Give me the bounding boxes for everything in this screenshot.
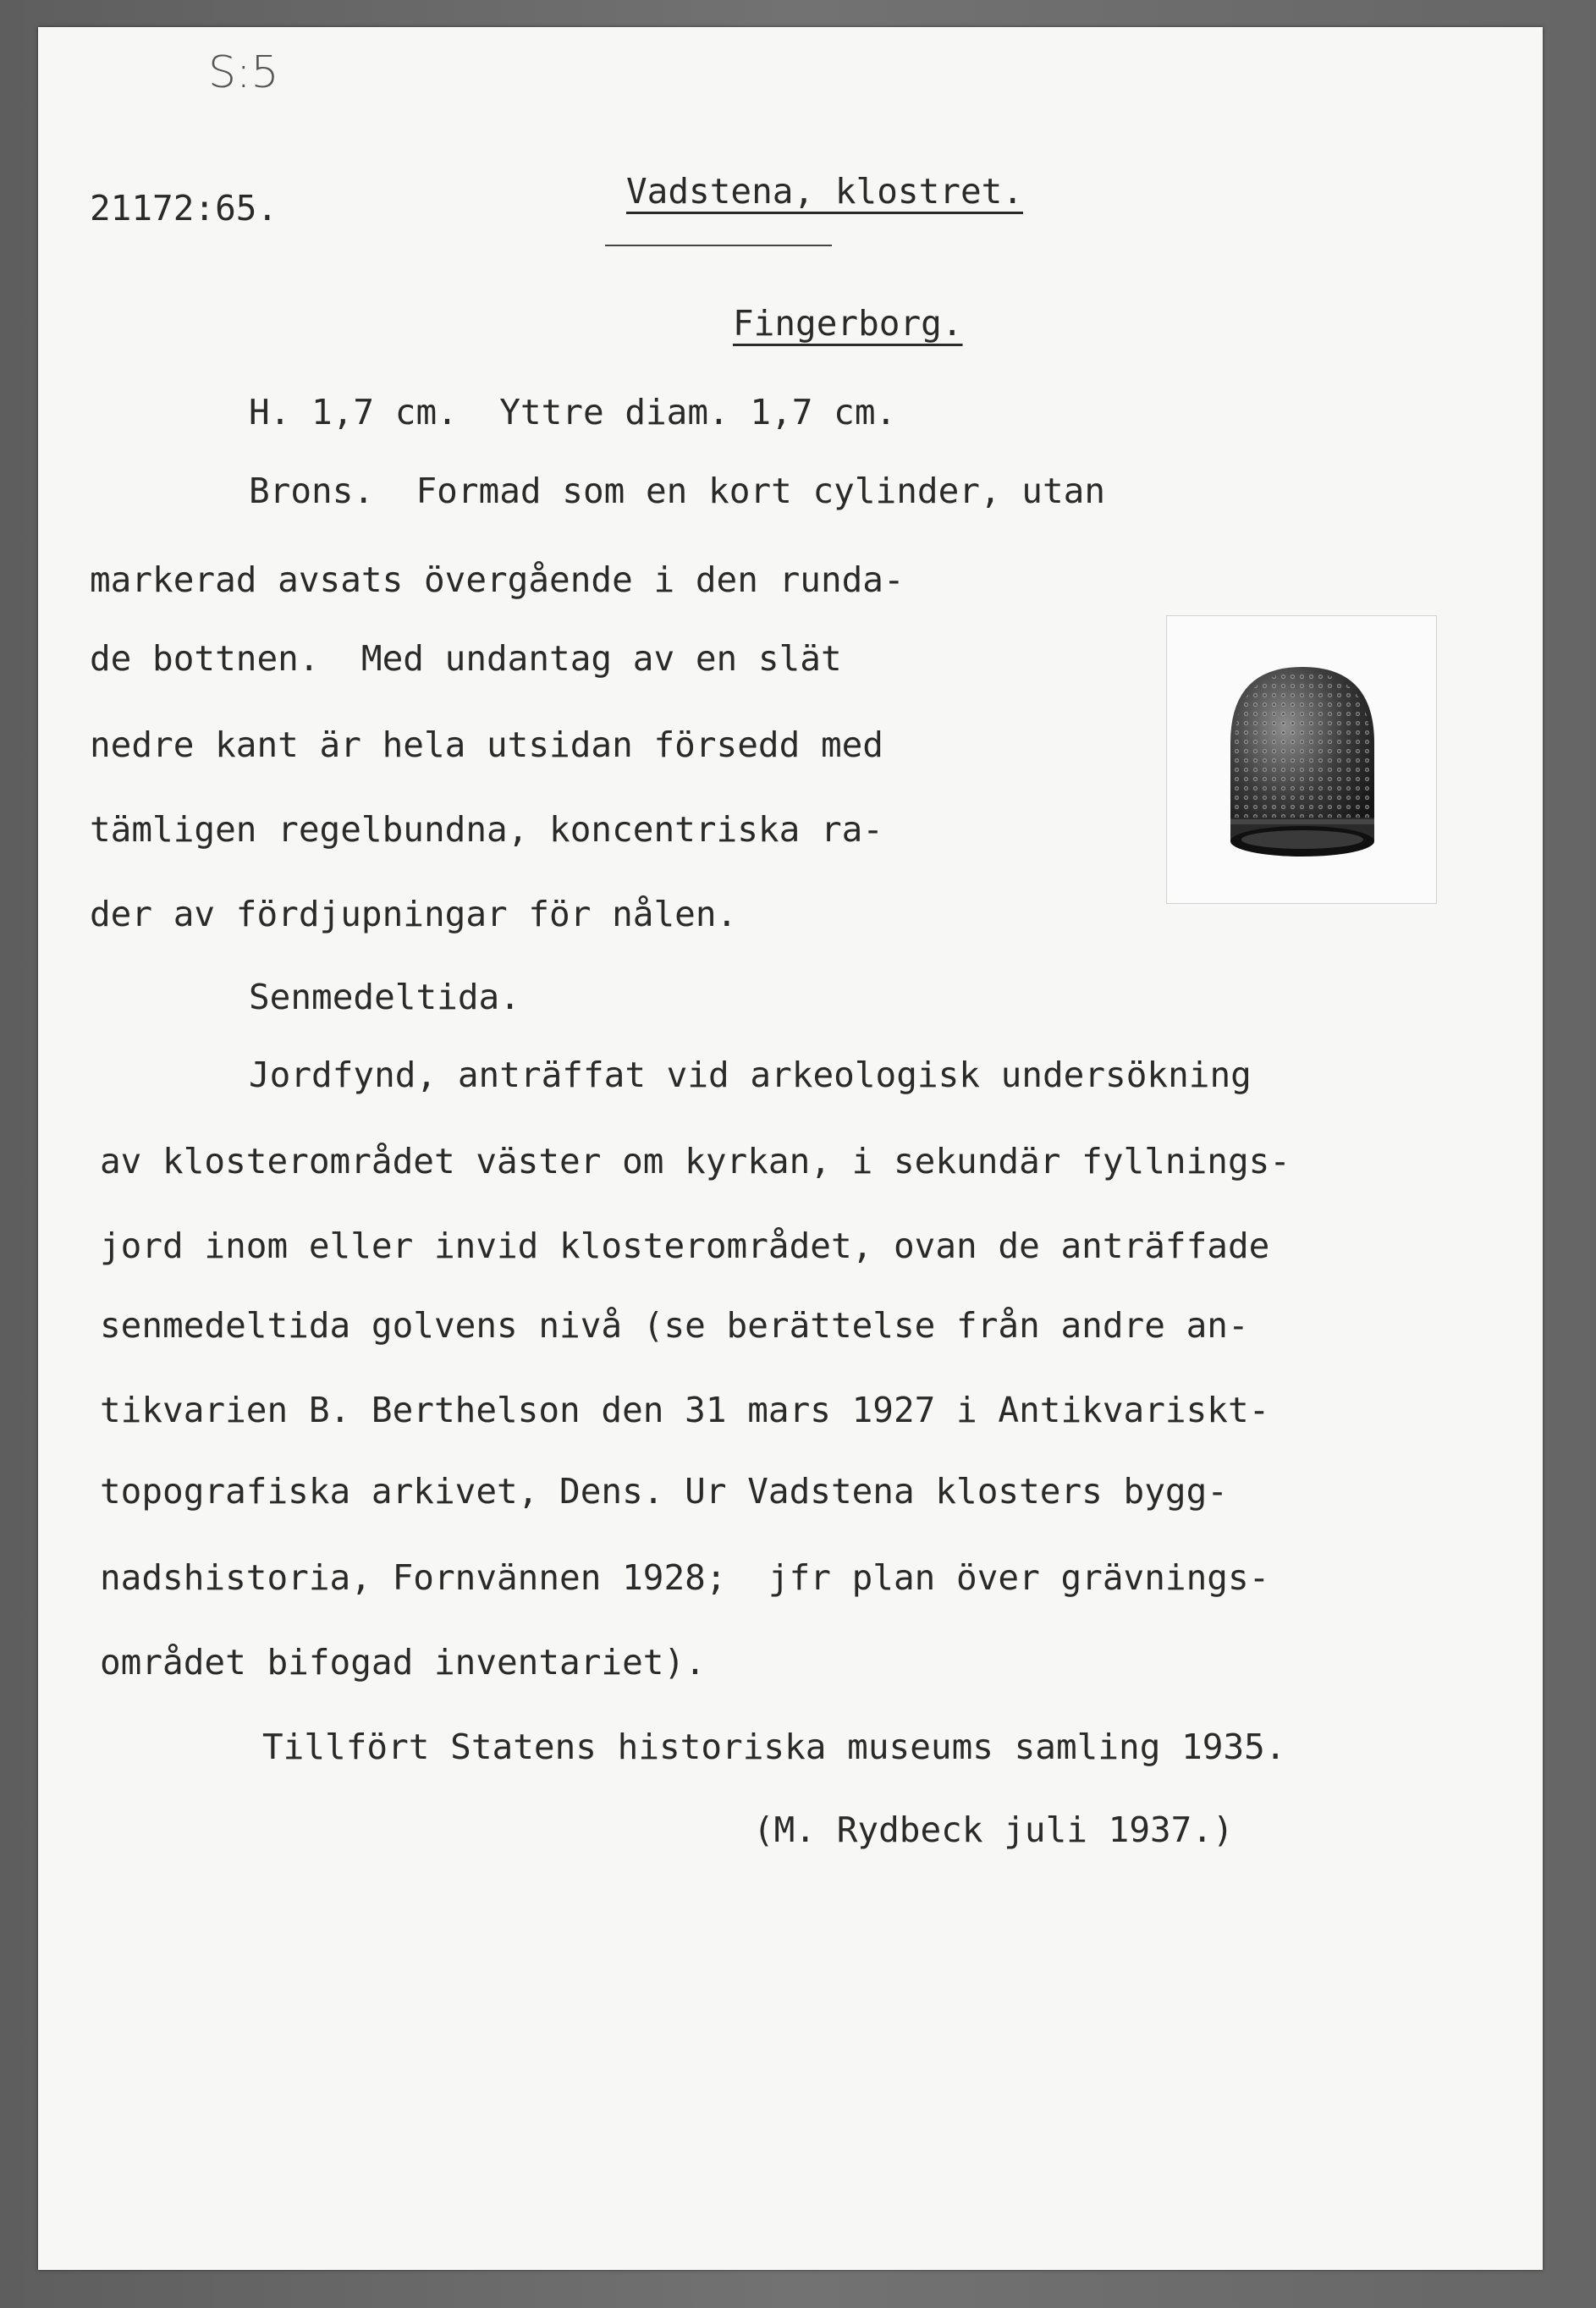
card-line: topografiska arkivet, Dens. Ur Vadstena klosters bygg- (100, 1471, 1228, 1512)
card-line: Jordfynd, anträffat vid arkeologisk undersökning (249, 1055, 1252, 1095)
inventory-number: 21172:65. (90, 188, 278, 229)
card-line: de bottnen. Med undantag av en slät (90, 638, 842, 679)
card-line: Brons. Formad som en kort cylinder, utan (249, 471, 1106, 511)
card-line: (M. Rydbeck juli 1937.) (753, 1809, 1234, 1850)
location-heading: Vadstena, klostret. (626, 171, 1023, 212)
card-line: Tillfört Statens historiska museums samling 1935. (262, 1727, 1286, 1767)
card-line: der av fördjupningar för nålen. (90, 894, 738, 934)
handwritten-mark: S:5 (208, 47, 279, 98)
card-line: området bifogad inventariet). (100, 1642, 706, 1683)
object-name: Fingerborg. (733, 303, 963, 344)
card-line: av klosterområdet väster om kyrkan, i sekundär fyllnings- (100, 1141, 1291, 1182)
location-secondary-underline (605, 245, 832, 246)
thimble-icon (1167, 616, 1436, 903)
card-line: tämligen regelbundna, koncentriska ra- (90, 809, 883, 850)
card-line: Senmedeltida. (249, 977, 520, 1017)
card-line: nedre kant är hela utsidan försedd med (90, 724, 883, 765)
card-line: jord inom eller invid klosterområdet, ovan de anträffade (100, 1226, 1270, 1266)
card-line: nadshistoria, Fornvännen 1928; jfr plan över grävnings- (100, 1557, 1270, 1598)
card-line: markerad avsats övergående i den runda- (90, 559, 905, 600)
card-line: tikvarien B. Berthelson den 31 mars 1927 i Antikvariskt- (100, 1390, 1270, 1430)
card-line: senmedeltida golvens nivå (se berättelse från andre an- (100, 1305, 1249, 1346)
card-line: H. 1,7 cm. Yttre diam. 1,7 cm. (249, 392, 897, 432)
thimble-photo (1166, 615, 1437, 904)
